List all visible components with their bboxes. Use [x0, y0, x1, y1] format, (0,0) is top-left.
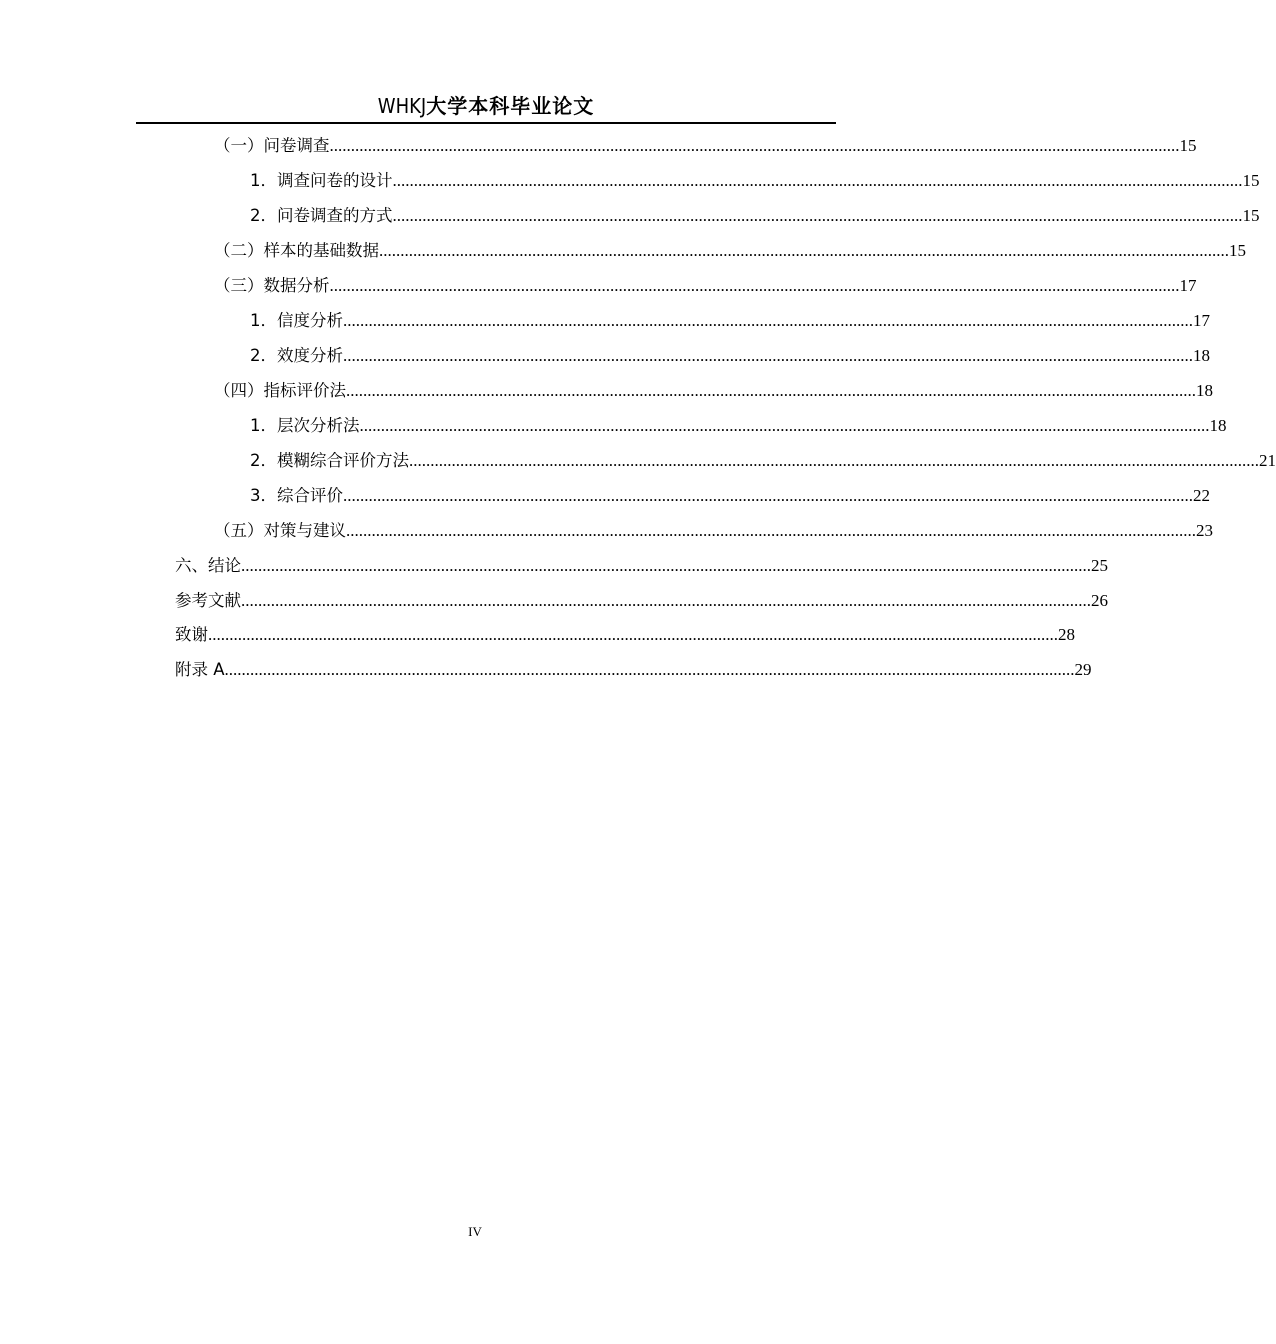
toc-entry[interactable]	[214, 268, 1197, 303]
toc-entry-page: 29	[1074, 660, 1092, 679]
toc-leader: ........................................................................................................................................................................................................	[392, 171, 1243, 190]
toc-entry-title: 1．层次分析法	[250, 416, 360, 435]
toc-entry-page: 25	[1091, 556, 1108, 575]
toc-entry-page: 28	[1058, 625, 1075, 644]
toc-entry-title: 2．模糊综合评价方法	[250, 451, 409, 470]
toc-leader: ........................................................................................................................................................................................................	[208, 625, 1058, 644]
toc-entry-title: （五）对策与建议	[214, 521, 346, 540]
toc-entry-title: 2．效度分析	[250, 346, 343, 365]
toc-entry-title: 3．综合评价	[250, 486, 343, 505]
header-prefix: WHKJ	[377, 94, 427, 118]
toc-entry[interactable]	[250, 303, 1210, 338]
toc-leader: ........................................................................................................................................................................................................	[359, 416, 1210, 435]
toc-entry-page: 15	[1242, 171, 1260, 190]
toc-leader: ........................................................................................................................................................................................................	[343, 346, 1193, 365]
toc-entry-title: 六、结论	[175, 556, 241, 575]
toc-entry-title: （四）指标评价法	[214, 381, 346, 400]
page-header	[136, 92, 836, 124]
toc-leader: ........................................................................................................................................................................................................	[329, 136, 1180, 155]
toc-entry-title: 附录 A	[175, 660, 225, 679]
toc-entry-page: 21	[1259, 451, 1276, 470]
toc-leader: ........................................................................................................................................................................................................	[241, 591, 1091, 610]
toc-entry[interactable]	[214, 233, 1246, 268]
toc-entry[interactable]	[175, 548, 1108, 583]
toc-entry-page: 22	[1193, 486, 1210, 505]
toc-leader: ........................................................................................................................................................................................................	[346, 521, 1196, 540]
toc-entry-page: 17	[1193, 311, 1210, 330]
toc-entry[interactable]	[214, 128, 1197, 163]
toc-entry-title: （三）数据分析	[214, 276, 330, 295]
toc-entry-page: 18	[1193, 346, 1210, 365]
toc-entry-page: 18	[1209, 416, 1227, 435]
toc-entry[interactable]	[214, 373, 1213, 408]
toc-entry-title: 2．问卷调查的方式	[250, 206, 393, 225]
toc-entry[interactable]	[250, 198, 1260, 233]
toc-entry-title: （一）问卷调查	[214, 136, 330, 155]
toc-entry[interactable]	[250, 163, 1260, 198]
toc-entry[interactable]	[250, 408, 1227, 443]
toc-entry-page: 15	[1229, 241, 1246, 260]
toc-leader: ........................................................................................................................................................................................................	[409, 451, 1259, 470]
page-number: IV	[468, 1224, 482, 1239]
header-title-text: 大学本科毕业论文	[426, 94, 595, 118]
toc-entry-page: 23	[1196, 521, 1213, 540]
toc-entry-title: 1．调查问卷的设计	[250, 171, 393, 190]
toc-leader: ........................................................................................................................................................................................................	[343, 486, 1193, 505]
toc-entry[interactable]	[175, 617, 1075, 652]
toc-entry-page: 17	[1179, 276, 1197, 295]
toc-entry-page: 15	[1179, 136, 1197, 155]
toc-leader: ........................................................................................................................................................................................................	[346, 381, 1196, 400]
toc-entry[interactable]	[250, 478, 1210, 513]
toc-entry[interactable]	[175, 583, 1108, 618]
toc-leader: ........................................................................................................................................................................................................	[224, 660, 1075, 679]
toc-entry-title: 致谢	[175, 625, 208, 644]
toc-entry-page: 26	[1091, 591, 1108, 610]
toc-entry[interactable]	[250, 338, 1210, 373]
toc-leader: ........................................................................................................................................................................................................	[329, 276, 1180, 295]
toc-entry-title: （二）样本的基础数据	[214, 241, 379, 260]
toc-entry-title: 参考文献	[175, 591, 241, 610]
toc-entry-page: 18	[1196, 381, 1213, 400]
toc-entry-title: 1．信度分析	[250, 311, 343, 330]
toc-entry[interactable]	[175, 652, 1092, 687]
toc-leader: ........................................................................................................................................................................................................	[343, 311, 1193, 330]
toc-leader: ........................................................................................................................................................................................................	[379, 241, 1229, 260]
header-title	[378, 94, 594, 119]
toc-entry[interactable]	[250, 443, 1276, 478]
toc-leader: ........................................................................................................................................................................................................	[241, 556, 1091, 575]
toc-leader: ........................................................................................................................................................................................................	[392, 206, 1243, 225]
toc-entry-page: 15	[1242, 206, 1260, 225]
toc-entry[interactable]	[214, 513, 1213, 548]
